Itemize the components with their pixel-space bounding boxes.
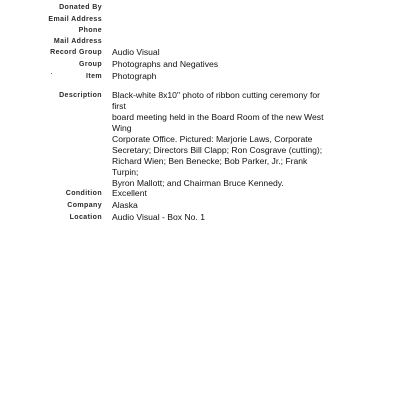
field-donated-by: [0, 2, 400, 13]
field-item: [0, 71, 400, 83]
field-mail-address: [0, 36, 400, 47]
field-record-group: [0, 47, 400, 59]
field-company: [0, 200, 400, 212]
field-label: Condition: [65, 190, 102, 198]
field-label: Phone: [78, 26, 102, 34]
field-group: [0, 59, 400, 71]
field-label: Record Group: [50, 49, 102, 57]
description-line: board meeting held in the Board Room of the new West Wing: [112, 112, 324, 133]
field-value: Audio Visual: [112, 47, 160, 58]
field-description: [0, 90, 400, 188]
field-label: Item: [86, 72, 102, 80]
description-line: Byron Mallott; and Chairman Bruce Kennedy.: [112, 177, 284, 188]
field-label: Email Address: [48, 15, 102, 23]
description-line: Black-white 8x10" photo of ribbon cutting ceremony for first: [112, 90, 320, 112]
description-text: [112, 90, 334, 188]
field-value: Photographs and Negatives: [112, 59, 219, 70]
field-condition: [0, 188, 400, 200]
field-label: Description: [59, 92, 102, 100]
field-value: Alaska: [112, 200, 138, 211]
field-value: Photograph: [112, 70, 157, 81]
field-location: [0, 212, 400, 224]
description-line: Secretary; Directors Bill Clapp; Ron Cosgrave (cutting);: [112, 144, 323, 155]
field-label: Mail Address: [53, 38, 102, 46]
field-value: Excellent: [112, 188, 147, 199]
description-line: Richard Wien; Ben Benecke; Bob Parker, Jr.; Frank Turpin;: [112, 155, 308, 177]
field-label: Donated By: [59, 4, 102, 12]
field-phone: [0, 25, 400, 36]
field-value: Audio Visual - Box No. 1: [112, 211, 205, 222]
field-value: [112, 0, 334, 2]
description-line: Corporate Office. Pictured: Marjorie Laws, Corporate: [112, 133, 313, 144]
field-label: Group: [79, 61, 102, 69]
field-label: Company: [67, 202, 102, 210]
field-label: Location: [69, 213, 102, 221]
field-email-address: [0, 14, 400, 25]
scan-speck: [51, 73, 52, 74]
